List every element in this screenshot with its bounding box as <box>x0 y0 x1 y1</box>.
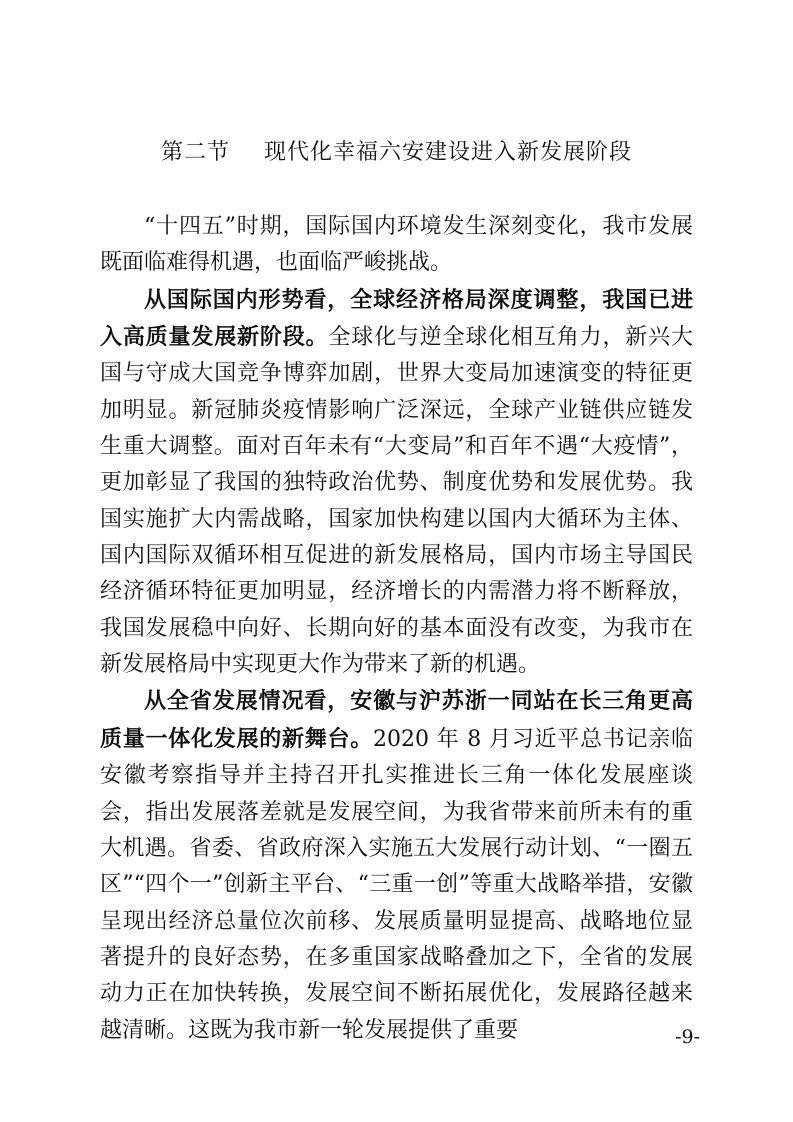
paragraph-text: “十四五”时期，国际国内环境发生深刻变化，我市发展既面临难得机遇，也面临严峻挑战。 <box>100 214 693 276</box>
paragraph-international <box>100 282 693 684</box>
paragraph-lead: 从全省发展情况看，安徽与沪苏浙一同站在长三角更高质量一体化发展的新舞台。 <box>100 688 693 752</box>
paragraph-text: 全球化与逆全球化相互角力，新兴大国与守成大国竞争博弈加剧，世界大变局加速演变的特征更加明显。新冠肺炎疫情影响广泛深远，全球产业链供应链发生重大调整。面对百年未有“大变局”和百年不遇“大疫情”，更加彰显了我国的独特政治优势、制度优势和发展优势。我国实施扩大内需战略，国家加快构建以国内大循环为主体、国内国际双循环相互促进的新发展格局，国内市场主导国民经济循环特征更加明显，经济增长的内需潜力将不断释放，我国发展稳中向好、长期向好的基本面没有改变，为我市在新发展格局中实现更大作为带来了新的机遇。 <box>100 325 693 678</box>
page-number: -9- <box>675 1026 700 1048</box>
paragraph-lead: 从国际国内形势看，全球经济格局深度调整，我国已进入高质量发展新阶段。 <box>100 286 693 351</box>
paragraph-province <box>100 683 693 1048</box>
section-heading <box>100 138 693 168</box>
paragraph-intro <box>100 209 693 282</box>
body-text <box>100 209 693 1049</box>
section-number: 第二节 <box>160 140 230 165</box>
paragraph-text: 2020 年 8 月习近平总书记亲临安徽考察指导并主持召开扎实推进长三角一体化发展座谈会，指出发展落差就是发展空间，为我省带来前所未有的重大机遇。省委、省政府深入实施五大发展行动计划、“一圈五区”“四个一”创新主平台、“三重一创”等重大战略举措，安徽呈现出经济总量位次前移、发展质量明显提高、战略地位显著提升的良好态势，在多重国家战略叠加之下，全省的发展动力正在加快转换，发展空间不断拓展优化，发展路径越来越清晰。这既为我市新一轮发展提供了重要 <box>100 726 693 1043</box>
section-title: 现代化幸福六安建设进入新发展阶段 <box>264 140 633 165</box>
